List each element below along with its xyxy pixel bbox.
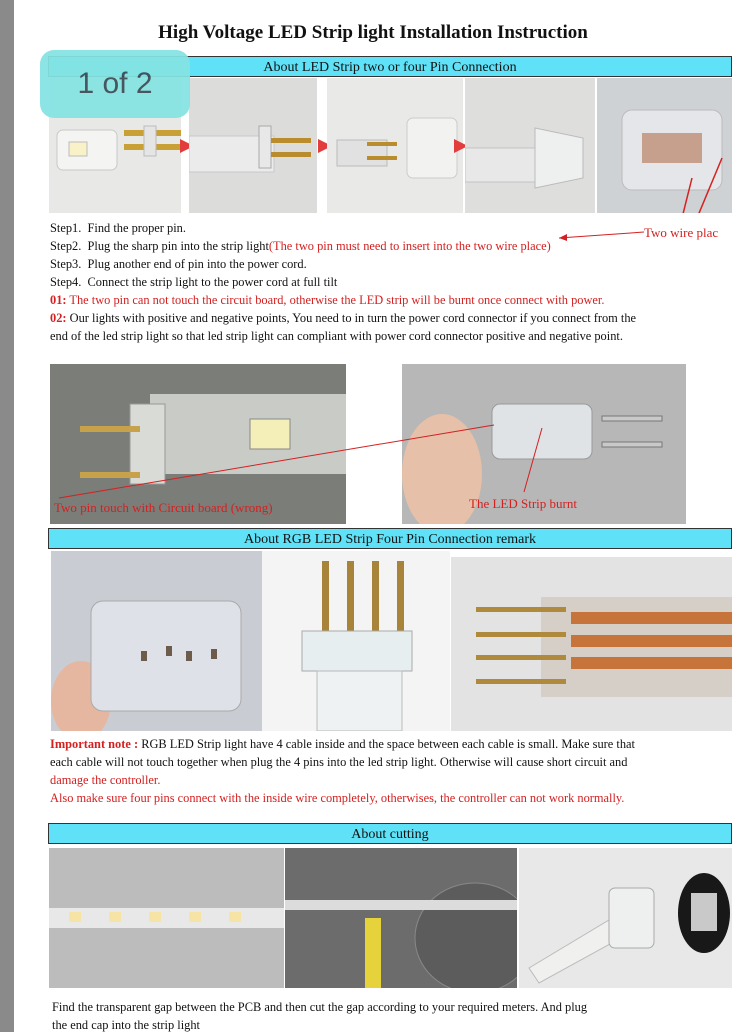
- note-text: Our lights with positive and negative points, You need to in turn the power cord connector if you connect from the: [69, 311, 637, 325]
- photo-pointers: [14, 360, 732, 510]
- step-2: [50, 237, 551, 255]
- step-4: [50, 273, 337, 291]
- photo-end-cap: [519, 848, 732, 988]
- important-note-line3: damage the controller.: [50, 773, 161, 787]
- note-label: 02:: [50, 311, 67, 325]
- label-wrong-connection: Two pin touch with Circuit board (wrong): [54, 500, 273, 515]
- photo-rgb-end: [51, 551, 262, 731]
- photo-cut-gap: [49, 848, 284, 988]
- photo-scissors-cutting: [285, 848, 517, 988]
- important-text: RGB LED Strip light have 4 cable inside and the space between each cable is small. Make sure that: [141, 737, 635, 751]
- step-text: Plug another end of pin into the power cord.: [87, 257, 307, 271]
- also-note: Also make sure four pins connect with the inside wire completely, otherwises, the controller can not work normally.: [50, 791, 625, 805]
- photo-rgb-inserted: [451, 557, 732, 731]
- page-indicator-badge: 1 of 2: [40, 50, 190, 118]
- label-strip-burnt: The LED Strip burnt: [469, 496, 577, 511]
- step-text: Plug the sharp pin into the strip light: [87, 239, 269, 253]
- note-01: [50, 291, 604, 309]
- step-note: (The two pin must need to insert into the two wire place): [268, 239, 551, 253]
- section-header-pin-connection: About LED Strip two or four Pin Connection: [48, 56, 732, 77]
- step-1: [50, 219, 186, 237]
- note-02: [50, 309, 636, 327]
- cutting-text-line1: Find the transparent gap between the PCB and then cut the gap according to your required meters. And plug: [52, 1000, 588, 1014]
- step-label: Step4.: [50, 275, 82, 289]
- section-header-cutting: About cutting: [48, 823, 732, 844]
- section-header-rgb: About RGB LED Strip Four Pin Connection remark: [48, 528, 732, 549]
- step-3: [50, 255, 307, 273]
- important-label: Important note :: [50, 737, 139, 751]
- important-note: [50, 735, 635, 753]
- step-text: Connect the strip light to the power cord at full tilt: [87, 275, 338, 289]
- note-label: 01:: [50, 293, 67, 307]
- note-02-continued: end of the led strip light so that led strip light can compliant with power cord connector positive and negative point.: [50, 329, 623, 343]
- cutting-text-line2: the end cap into the strip light: [52, 1018, 200, 1032]
- note-text: The two pin can not touch the circuit board, otherwise the LED strip will be burnt once connect with power.: [69, 293, 605, 307]
- step-label: Step1.: [50, 221, 82, 235]
- step-text: Find the proper pin.: [87, 221, 186, 235]
- callout-two-wire-place: Two wire plac: [644, 225, 719, 240]
- photo-four-pins: [262, 551, 450, 731]
- step-label: Step2.: [50, 239, 82, 253]
- step-label: Step3.: [50, 257, 82, 271]
- document-title: High Voltage LED Strip light Installation Instruction: [158, 22, 588, 43]
- important-note-line2: each cable will not touch together when plug the 4 pins into the led strip light. Otherwise will cause short circuit and: [50, 755, 628, 769]
- instruction-page: [14, 0, 732, 1032]
